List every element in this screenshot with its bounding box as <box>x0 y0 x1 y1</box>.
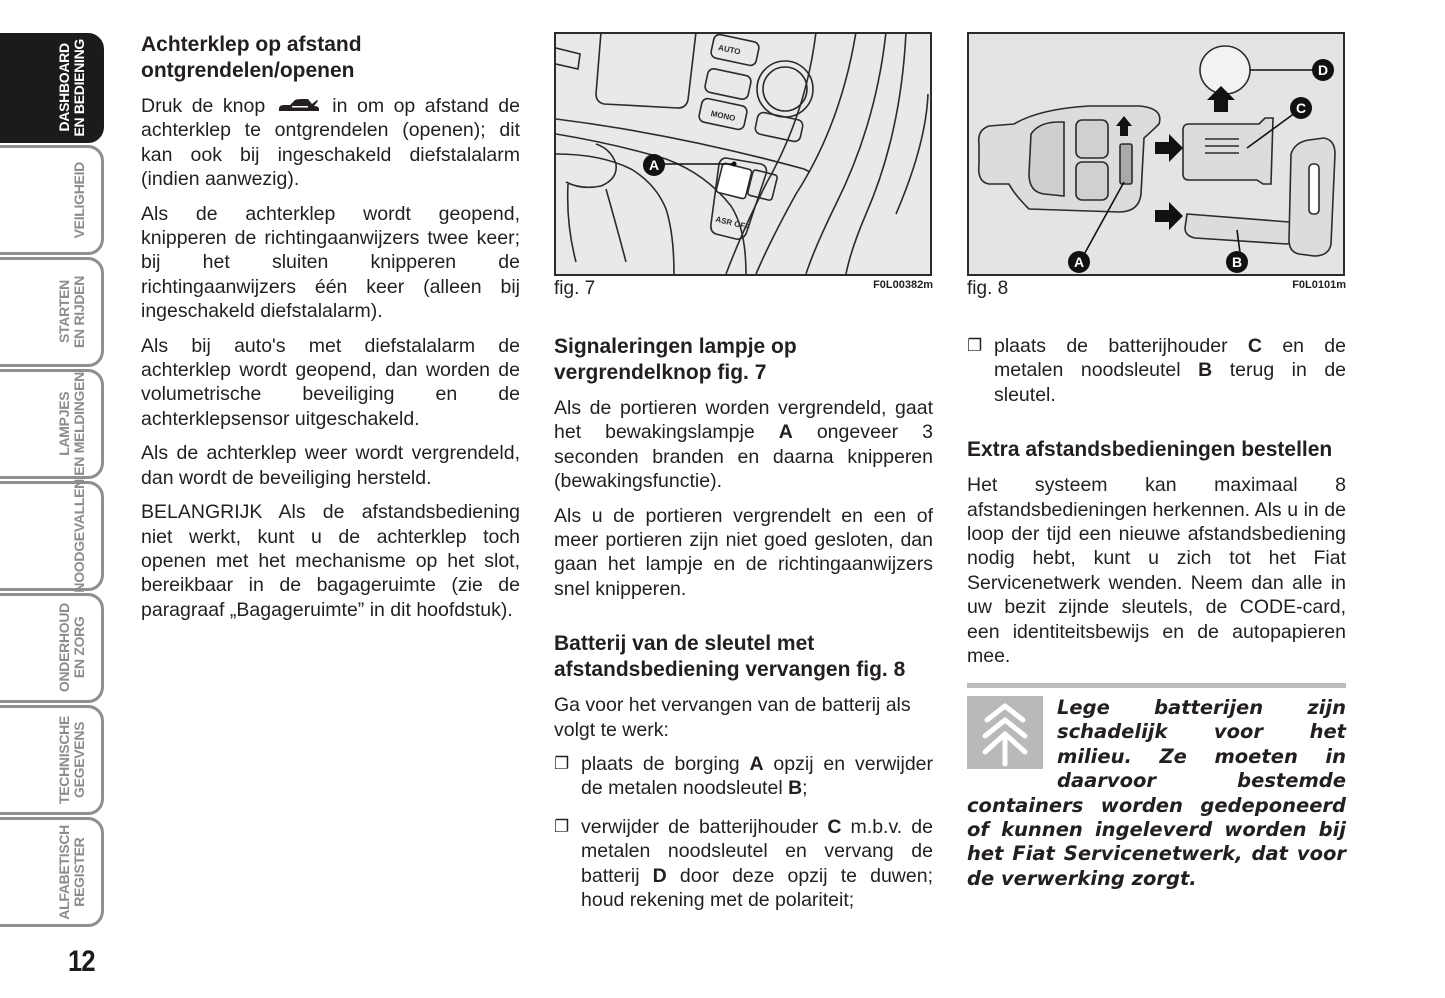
reference-letter: A <box>778 421 793 444</box>
list-item-text: en de metalen noodsleutel <box>994 335 1346 382</box>
section-heading: Batterij van de sleutel met afstandsbediening vervangen fig. 8 <box>554 632 906 682</box>
tab-veiligheid[interactable] <box>0 145 104 255</box>
paragraph-text: ongeveer 3 seconden branden en daarna knipperen (bewakingsfunctie). <box>554 421 933 493</box>
tab-label: EN RIJDEN <box>71 276 87 348</box>
section-heading: Signaleringen lampje op vergrendelknop fig. 7 <box>554 335 797 384</box>
callout-b-label: B <box>1231 254 1243 270</box>
note-divider <box>967 683 1346 688</box>
list-item-text: plaats de borging <box>581 753 740 776</box>
tab-label: LAMPJES <box>56 391 72 457</box>
checkbox-bullet-icon: ❐ <box>554 816 570 836</box>
column-lock-indicator <box>554 32 933 927</box>
tab-noodgevallen[interactable] <box>0 481 104 591</box>
tab-onderhoud-en-zorg[interactable] <box>0 593 104 703</box>
list-item <box>554 752 933 801</box>
section-heading: Achterklep op afstand ontgrendelen/openen <box>141 33 362 82</box>
tab-label: DASHBOARD <box>56 43 72 133</box>
callout-a-label: A <box>648 157 660 173</box>
environment-note <box>967 683 1346 891</box>
environment-warning-text: Lege batterijen zijn schadelijk voor het milieu. Ze moeten in daarvoor bestemde containers worden gedeponeerd of kunnen ingeleverd worden bij het Fiat Servicenetwerk, dat voor de verwerking zorgt. <box>967 696 1346 890</box>
figure-label: fig. 7 <box>554 278 596 299</box>
figure-7-caption <box>554 276 933 312</box>
asr-off-button-label: ASR OFF <box>714 214 751 232</box>
list-item-text: plaats de batterijhouder <box>994 335 1228 357</box>
paragraph: Het systeem kan maximaal 8 afstandsbedieningen herkennen. Als u in de loop der tijd een nieuwe afstandsbediening nodig hebt, kunt u zich tot het Fiat Servicenetwerk wenden. Neem dan alle in uw bezit zijnde sleutels, de CODE-card, een identiteitsbewijs en de autopapieren mee. <box>967 474 1346 668</box>
list-item-text: door deze opzij te duwen; houd rekening met de polariteit; <box>581 864 934 912</box>
list-item-text: opzij en verwijder de metalen noodsleutel <box>581 753 933 800</box>
figure-7-illustration <box>554 32 932 276</box>
paragraph: Als de achterklep wordt geopend, knipperen de richtingaanwijzers twee keer; bij het sluiten knipperen de richtingaanwijzers één keer (alleen bij ingeschakeld diefstalalarm). <box>141 202 520 323</box>
checkbox-bullet-icon: ❐ <box>554 754 570 774</box>
tab-label: EN ZORG <box>71 617 87 679</box>
tab-technische-gegevens[interactable] <box>0 705 104 815</box>
column-tailgate <box>141 32 520 632</box>
figure-label: fig. 8 <box>967 278 1009 299</box>
callout-c-label: C <box>1295 100 1307 116</box>
list-item <box>967 334 1346 407</box>
callout-a-label: A <box>1073 254 1085 270</box>
page-number: 12 <box>68 945 95 978</box>
dashboard-console-drawing <box>556 34 930 274</box>
paragraph <box>141 94 520 192</box>
reference-letter: C <box>827 815 842 838</box>
figure-code: F0L0101m <box>1292 279 1346 291</box>
tab-label: GEGEVENS <box>71 721 87 799</box>
tab-lampjes-en-meldingen[interactable] <box>0 369 104 479</box>
figure-8-caption <box>967 276 1346 312</box>
reference-letter: A <box>749 753 764 776</box>
paragraph <box>554 396 933 494</box>
figure-code: F0L00382m <box>873 279 933 291</box>
paragraph-text: Als de portieren worden vergrendeld, gaat het bewakingslampje <box>554 397 933 444</box>
tab-alfabetisch-register[interactable] <box>0 817 104 927</box>
list-item-text: m.b.v. de metalen noodsleutel en vervang de batterij <box>581 815 933 887</box>
paragraph: Ga voor het vervangen van de batterij als volgt te werk: <box>554 694 911 741</box>
reference-letter: B <box>788 777 803 800</box>
reference-letter: B <box>1198 359 1213 382</box>
list-item-text: ; <box>802 777 808 800</box>
reference-letter: C <box>1247 335 1262 357</box>
tab-label: TECHNISCHE <box>56 715 72 804</box>
callout-d-label: D <box>1317 62 1329 78</box>
paragraph: Als bij auto's met diefstalalarm de achterklep wordt geopend, dan worden de volumetrische beveiliging en de achterklepsensor uitgeschakeld. <box>141 334 520 430</box>
paragraph: Als u de portieren vergrendelt en een of meer portieren zijn niet goed gesloten, dan gaan het lampje en de richtingaanwijzers snel knipperen. <box>554 504 933 600</box>
tab-label: VEILIGHEID <box>71 161 87 239</box>
auto-button-label: AUTO <box>717 43 742 57</box>
car-tailgate-icon <box>278 97 320 113</box>
key-fob-exploded-drawing <box>969 34 1343 274</box>
paragraph-text: in om op afstand de achterklep te ontgrendelen (openen); dit kan ook bij ingeschakeld diefstalalarm (indien aanwezig). <box>141 95 520 191</box>
paragraph: Als de achterklep weer wordt vergrendeld, dan wordt de beveiliging hersteld. <box>141 442 520 489</box>
reference-letter: D <box>652 864 667 887</box>
tab-label: REGISTER <box>71 837 87 907</box>
tab-label: EN MELDINGEN <box>71 372 87 476</box>
tab-starten-en-rijden[interactable] <box>0 257 104 367</box>
list-item-text: verwijder de batterijhouder <box>581 815 819 838</box>
list-item <box>554 815 933 913</box>
list-item-text: terug in de sleutel. <box>994 359 1347 406</box>
paragraph: BELANGRIJK Als de afstandsbediening niet werkt, kunt u de achterklep toch openen met het mechanisme op het slot, bereikbaar in de bagageruimte (zie de paragraaf „Bagageruimte” in dit hoofdstuk). <box>141 501 520 621</box>
tab-label: ONDERHOUD <box>56 603 72 693</box>
tab-label: NOODGEVALLEN <box>71 479 87 593</box>
tab-dashboard-en-bediening[interactable] <box>0 33 104 143</box>
tab-label: ALFABETISCH <box>56 824 72 920</box>
environment-tree-icon <box>967 696 1043 769</box>
figure-8-illustration <box>967 32 1345 276</box>
paragraph-text: Druk de knop <box>141 95 266 117</box>
checkbox-bullet-icon: ❐ <box>967 336 983 355</box>
tab-label: EN BEDIENING <box>71 39 87 137</box>
section-heading: Extra afstandsbedieningen bestellen <box>967 438 1333 462</box>
column-remote-battery <box>967 32 1346 678</box>
mono-button-label: MONO <box>709 108 737 123</box>
tab-label: STARTEN <box>56 280 72 344</box>
